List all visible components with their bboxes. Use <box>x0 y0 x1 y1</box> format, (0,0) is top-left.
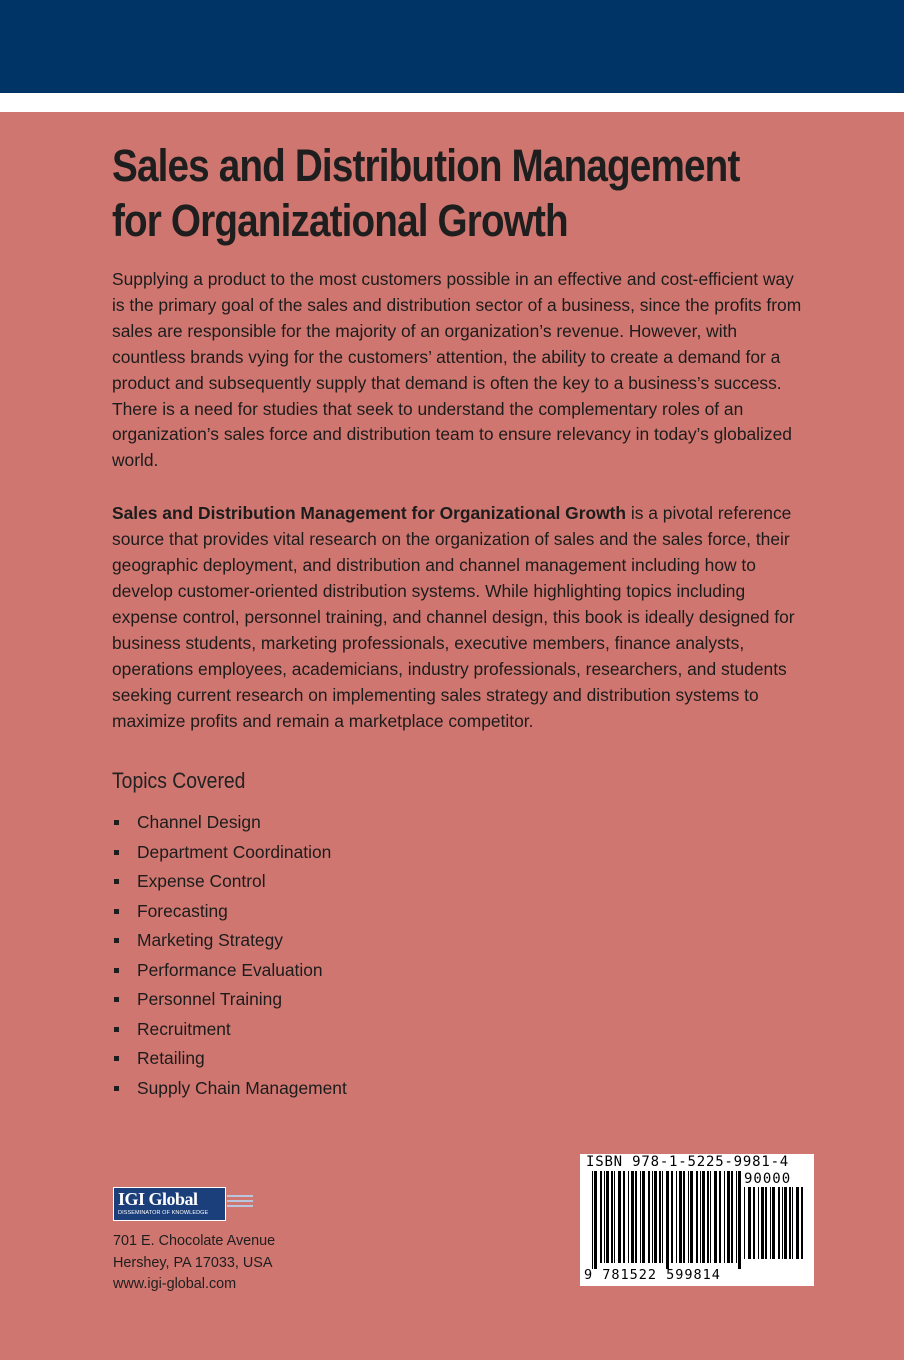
barcode-bar <box>690 1171 693 1263</box>
square-bullet-icon <box>114 820 119 825</box>
topic-label: Retailing <box>137 1048 205 1069</box>
barcode-bar <box>635 1171 637 1263</box>
barcode-bar <box>671 1171 673 1263</box>
price-code: 90000 <box>744 1171 792 1187</box>
description-paragraph-2 <box>112 501 802 734</box>
description-book-title-bold: Sales and Distribution Management for Organizational Growth <box>112 503 627 524</box>
publisher-block <box>113 1187 275 1296</box>
barcode-bar <box>688 1171 689 1263</box>
square-bullet-icon <box>114 938 119 943</box>
topics-heading: Topics Covered <box>112 768 246 794</box>
barcode-bar <box>770 1187 771 1259</box>
address-line-2: Hershey, PA 17033, USA <box>113 1254 273 1271</box>
barcode-bar <box>702 1171 705 1263</box>
barcode-bar <box>648 1171 650 1263</box>
barcode-bar <box>600 1171 602 1263</box>
barcode-bar <box>611 1171 613 1263</box>
barcode-bar <box>784 1187 787 1259</box>
address-line-1: 701 E. Chocolate Avenue <box>113 1233 276 1249</box>
book-title <box>112 138 809 248</box>
square-bullet-icon <box>114 1027 119 1032</box>
barcode-bar <box>592 1171 593 1269</box>
barcode-bar <box>614 1171 615 1263</box>
topic-label: Expense Control <box>137 871 266 892</box>
isbn-label: ISBN 978-1-5225-9981-4 <box>586 1154 790 1170</box>
topic-label: Personnel Training <box>137 989 283 1010</box>
topic-item <box>112 838 802 868</box>
topic-label: Channel Design <box>137 812 261 833</box>
barcode-bar <box>801 1187 803 1259</box>
barcode-bar <box>719 1171 721 1263</box>
barcode-bar <box>758 1187 759 1259</box>
ean-digits: 9 781522 599814 <box>584 1267 721 1283</box>
ean-barcode <box>592 1171 742 1269</box>
publisher-website: www.igi-global.com <box>113 1276 237 1292</box>
topic-item <box>112 1015 802 1045</box>
logo-box <box>113 1187 226 1221</box>
square-bullet-icon <box>114 1056 119 1061</box>
barcode-bar <box>640 1171 641 1263</box>
barcode-bar <box>731 1171 733 1263</box>
topic-label: Recruitment <box>137 1018 231 1039</box>
barcode-bar <box>700 1171 701 1263</box>
addon-barcode <box>744 1187 806 1265</box>
barcode-bar <box>683 1171 685 1263</box>
barcode-bar <box>659 1171 661 1263</box>
topic-item <box>112 956 802 986</box>
back-cover-content <box>112 138 802 1103</box>
barcode-bar <box>792 1187 793 1259</box>
barcode-bar <box>714 1171 717 1263</box>
square-bullet-icon <box>114 909 119 914</box>
barcode-bar <box>778 1187 780 1259</box>
logo-lines-icon <box>227 1195 253 1215</box>
barcode-bar <box>782 1187 783 1259</box>
barcode-bar <box>761 1187 764 1259</box>
square-bullet-icon <box>114 879 119 884</box>
logo-tagline: DISSEMINATOR OF KNOWLEDGE <box>118 1210 209 1216</box>
barcode-bar <box>789 1187 791 1259</box>
square-bullet-icon <box>114 1086 119 1091</box>
topic-item <box>112 926 802 956</box>
square-bullet-icon <box>114 968 119 973</box>
barcode-bar <box>652 1171 653 1263</box>
publisher-logo <box>113 1187 253 1223</box>
barcode-bar <box>623 1171 625 1263</box>
white-divider-strip <box>0 93 904 112</box>
barcode-bar <box>710 1171 711 1263</box>
topic-item <box>112 808 802 838</box>
topic-label: Supply Chain Management <box>137 1077 347 1098</box>
barcode-bar <box>738 1171 741 1269</box>
barcode-bar <box>772 1187 775 1259</box>
topic-label: Performance Evaluation <box>137 959 323 980</box>
book-title-line-1: Sales and Distribution Management <box>112 140 740 191</box>
barcode-bar <box>744 1187 745 1259</box>
publisher-address <box>113 1231 275 1296</box>
topics-list <box>112 808 802 1103</box>
barcode-bar <box>606 1171 609 1263</box>
description-paragraph-2-text: is a pivotal reference source that provides vital research on the organization of sales and the sales force, their geographic deployment, and distribution and channel management including how to develop customer-oriented distribution systems. While highlighting topics including expense control, personnel training, and channel design, this book is ideally designed for business students, marketing professionals, executive members, finance analysts, operations employees, academicians, industry professionals, researchers, and students seeking current research on implementing sales strategy and distribution systems to maximize profits and remain a marketplace competitor. <box>112 503 795 731</box>
topic-item <box>112 897 802 927</box>
barcode-bar <box>594 1171 597 1269</box>
barcode-bar <box>628 1171 629 1263</box>
barcode-bar <box>727 1171 730 1263</box>
square-bullet-icon <box>114 850 119 855</box>
top-color-band <box>0 0 904 93</box>
barcode-bar <box>654 1171 657 1263</box>
topic-item <box>112 867 802 897</box>
barcode-bar <box>736 1171 737 1263</box>
barcode-bar <box>604 1171 605 1263</box>
barcode-bar <box>696 1171 698 1263</box>
book-title-line-2: for Organizational Growth <box>112 195 568 246</box>
barcode-bar <box>662 1171 663 1263</box>
barcode-bar <box>642 1171 645 1263</box>
barcode-bar <box>765 1187 767 1259</box>
topic-label: Marketing Strategy <box>137 930 283 951</box>
topic-item <box>112 1074 802 1104</box>
barcode-bar <box>748 1187 751 1259</box>
logo-name: IGI Global <box>118 1189 198 1209</box>
topic-item <box>112 1044 802 1074</box>
barcode-bar <box>631 1171 634 1263</box>
barcode-bar <box>707 1171 709 1263</box>
barcode-bar <box>753 1187 755 1259</box>
topic-label: Department Coordination <box>137 841 332 862</box>
barcode-bar <box>724 1171 725 1263</box>
topic-label: Forecasting <box>137 900 228 921</box>
description-paragraph-1: Supplying a product to the most customers possible in an effective and cost-efficient way is the primary goal of the sales and distribution sector of a business, since the profits from sales are responsible for the majority of an organization’s revenue. However, with countless brands vying for the customers’ attention, the ability to create a demand for a product and subsequently supply that demand is often the key to a business’s success. There is a need for studies that seek to understand the complementary roles of an organization’s sales force and distribution team to ensure relevancy in today’s globalized world. <box>112 269 802 471</box>
barcode-bar <box>679 1171 682 1263</box>
barcode-bar <box>796 1187 799 1259</box>
barcode-bar <box>618 1171 621 1263</box>
square-bullet-icon <box>114 997 119 1002</box>
barcode-bar <box>676 1171 677 1263</box>
isbn-barcode-box <box>580 1154 814 1286</box>
topic-item <box>112 985 802 1015</box>
barcode-bar <box>666 1171 669 1269</box>
